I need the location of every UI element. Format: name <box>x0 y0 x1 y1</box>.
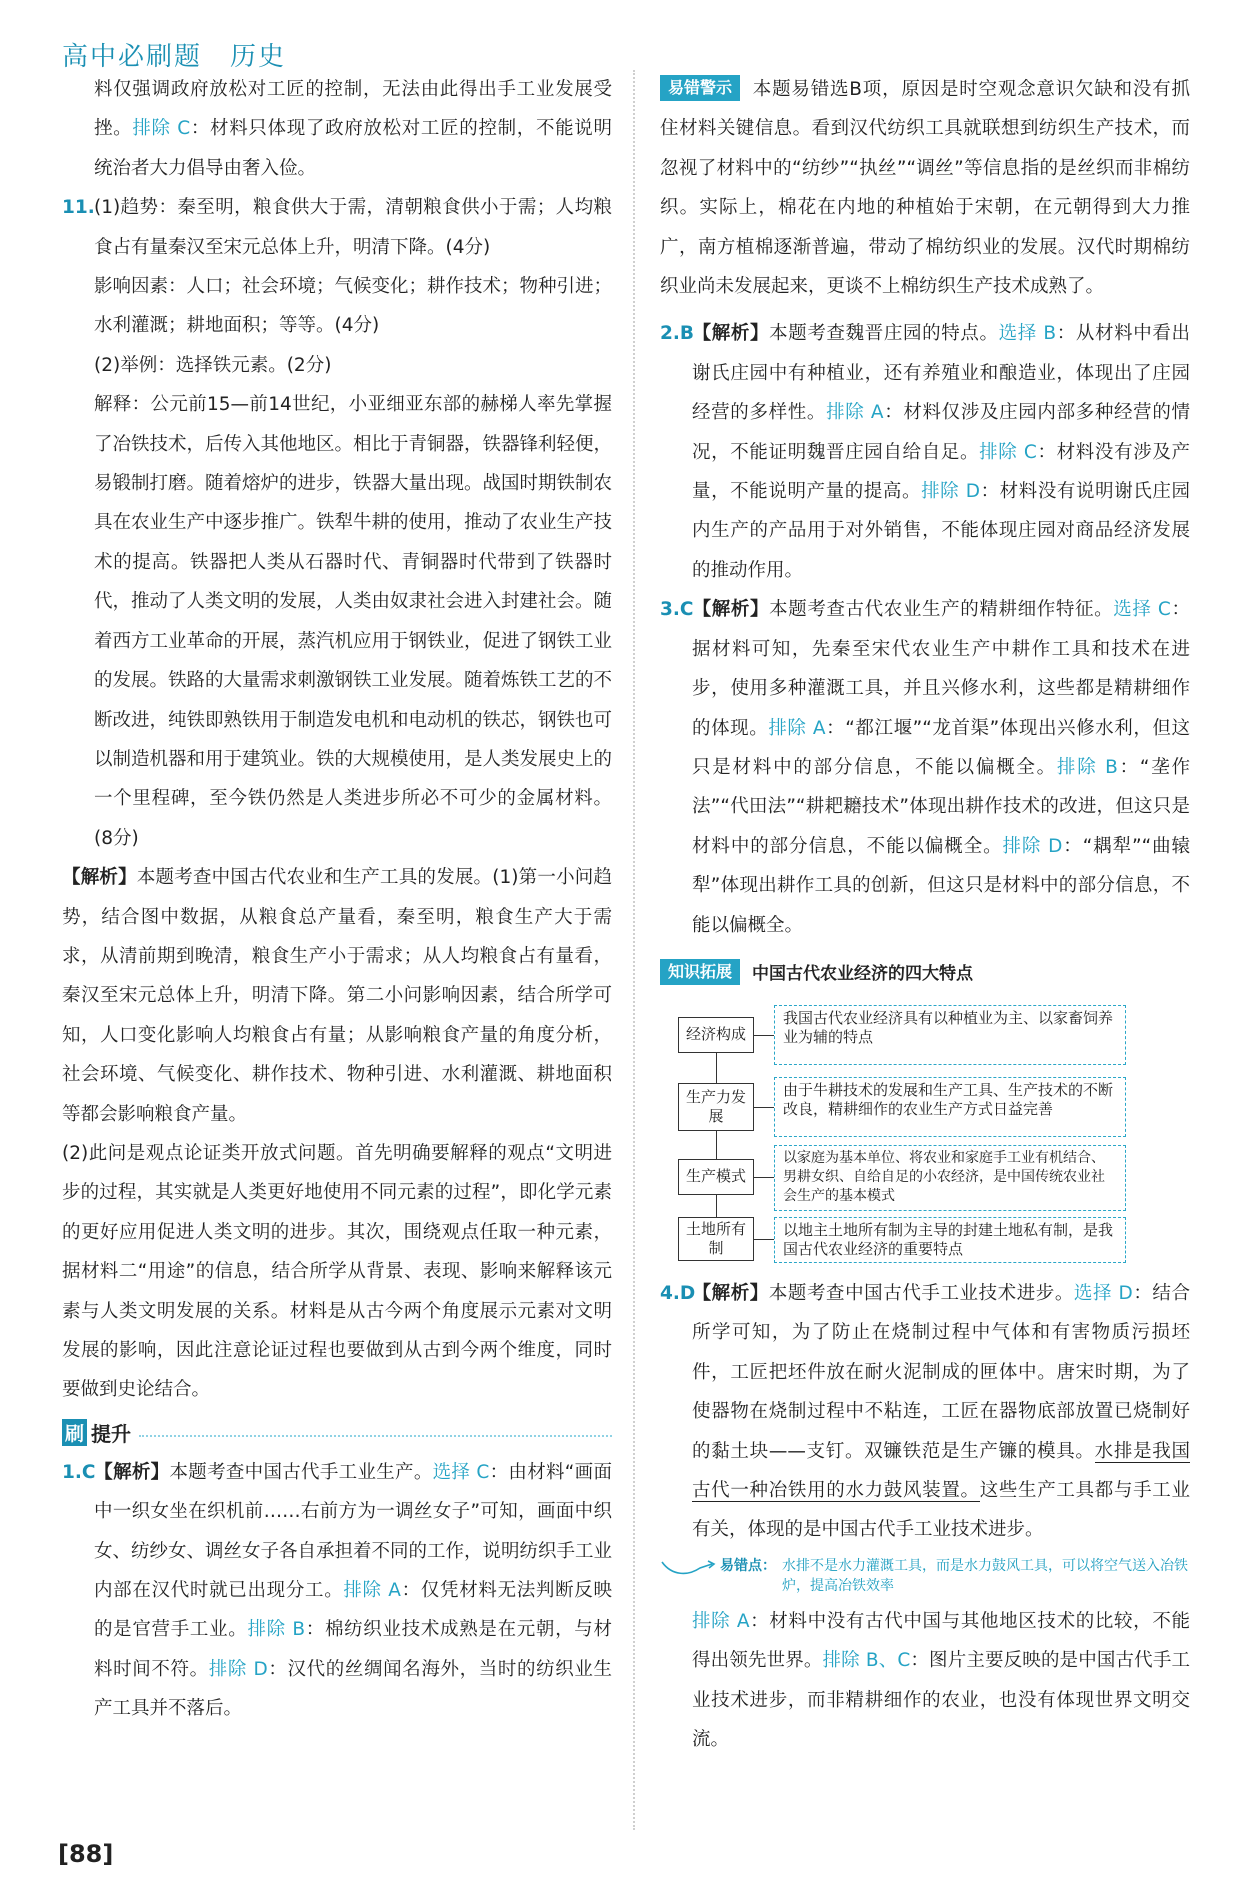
note-text: 水排不是水力灌溉工具，而是水力鼓风工具，可以将空气送入冶铁炉，提高冶铁效率 <box>782 1557 1188 1594</box>
diagram-node-3: 生产模式 <box>678 1159 754 1195</box>
diagram-node-4: 土地所有制 <box>678 1217 754 1261</box>
extension-title: 中国古代农业经济的四大特点 <box>752 964 974 985</box>
question-4-exclusions: 排除 A：材料中没有古代中国与其他地区技术的比较，不能得出领先世界。排除 B、C：图片主要反映的是中国古代手工业技术进步，而非精耕细作的农业，也没有体现世界文明交流。 <box>692 1610 1190 1750</box>
diagram-desc-3: 以家庭为基本单位、将农业和家庭手工业有机结合、男耕女织、自给自足的小农经济，是中国传统农业社会生产的基本模式 <box>774 1145 1126 1211</box>
left-column <box>62 70 612 1729</box>
mistake-note <box>660 1556 1190 1596</box>
question-3: 3.C【解析】本题考查古代农业生产的精耕细作特征。选择 C：据材料可知，先秦至宋代农业生产中耕作工具和技术在进步，使用多种灌溉工具，并且兴修水利，这些都是精耕细作的体现。排除 A：“都江堰”“龙首渠”体现出兴修水利，但这只是材料中的部分信息，不能以偏概全。排除 B：“垄作法”“代田法”“耕耙耱技术”体现出耕作技术的改进，但这只是材料中的部分信息，不能以偏概全。排除 D：“耦犁”“曲辕犁”体现出耕作工具的创新，但这只是材料中的部分信息，不能以偏概全。 <box>660 599 1190 936</box>
question-4: 4.D【解析】本题考查中国古代手工业技术进步。选择 D：结合所学可知，为了防止在烧制过程中气体和有害物质污损坯件，工匠把坯件放在耐火泥制成的匣体中。唐宋时期，为了使器物在烧制过程中不粘连，工匠在器物底部放置已烧制好的黏土块——支钉。双镰铁范是生产镰的模具。水排是我国古代一种冶铁用的水力鼓风装置。这些生产工具都与手工业有关，体现的是中国古代手工业技术进步。 <box>660 1282 1190 1541</box>
diagram-desc-1: 我国古代农业经济具有以种植业为主、以家畜饲养业为辅的特点 <box>774 1005 1126 1065</box>
q11-answer-2: 影响因素：人口；社会环境；气候变化；耕作技术；物种引进；水利灌溉；耕地面积；等等。(4分) <box>94 276 613 337</box>
diagram-connector-2 <box>754 1107 774 1108</box>
q11-answer-3: (2)举例：选择铁元素。(2分) <box>94 354 332 376</box>
q11-analysis-2: (2)此问是观点论证类开放式问题。首先明确要解释的观点“文明进步的过程，其实就是人类更好地使用不同元素的过程”，即化学元素的更好应用促进人类文明的进步。其次，围绕观点任取一种元素，据材料二“用途”的信息，结合所学从背景、表现、影响来解释该元素与人类文明发展的关系。材料是从古今两个角度展示元素对文明发展的影响，因此注意论证过程也要做到从古到今两个维度，同时要做到史论结合。 <box>62 1142 612 1401</box>
question-1: 1.C【解析】本题考查中国古代手工业生产。选择 C：由材料“画面中一织女坐在织机前……右前方为一调丝女子”可知，画面中织女、纺纱女、调丝女子各自承担着不同的工作，说明纺织手工业内部在汉代时就已出现分工。排除 A：仅凭材料无法判断反映的是官营手工业。排除 B：棉纺织业技术成熟是在元朝，与材料时间不符。排除 D：汉代的丝绸闻名海外，当时的纺织业生产工具并不落后。 <box>62 1461 613 1720</box>
diagram-desc-4: 以地主土地所有制为主导的封建土地私有制，是我国古代农业经济的重要特点 <box>774 1217 1126 1263</box>
section-rule <box>139 1427 612 1437</box>
diagram-connector-4 <box>754 1239 774 1240</box>
diagram-connector-1 <box>754 1035 774 1036</box>
agri-features-diagram <box>678 999 1128 1258</box>
underlined-key-point: 水排是我国古代一种冶铁用的水力鼓风装置。 <box>692 1440 1190 1501</box>
swirl-arrow-icon <box>660 1556 720 1578</box>
diagram-desc-2: 由于牛耕技术的发展和生产工具、生产技术的不断改良，精耕细作的农业生产方式日益完善 <box>774 1077 1126 1137</box>
section-heading <box>62 1418 612 1447</box>
q11-analysis: 【解析】本题考查中国古代农业和生产工具的发展。(1)第一小问趋势，结合图中数据，从粮食总产量看，秦至明，粮食生产大于需求，从清前期到晚清，粮食生产小于需求；从人均粮食占有量看，秦汉至宋元总体上升，明清下降。第二小问影响因素，结合所学可知，人口变化影响人均粮食占有量；从影响粮食产量的角度分析，社会环境、气候变化、耕作技术、物种引进、水利灌溉、耕地面积等都会影响粮食产量。 <box>62 867 612 1125</box>
section-label: 提升 <box>91 1421 132 1446</box>
page-number: [88] <box>58 1840 114 1868</box>
extension-tag: 知识拓展 <box>660 959 740 985</box>
q11-explanation: 解释：公元前15—前14世纪，小亚细亚东部的赫梯人率先掌握了冶铁技术，后传入其他地区。相比于青铜器，铁器锋利轻便，易锻制打磨。随着熔炉的进步，铁器大量出现。战国时期铁制农具在农业生产中逐步推广。铁犁牛耕的使用，推动了农业生产技术的提高。铁器把人类从石器时代、青铜器时代带到了铁器时代，推动了人类文明的发展，人类由奴隶社会进入封建社会。随着西方工业革命的开展，蒸汽机应用于钢铁业，促进了钢铁工业的发展。铁路的大量需求刺激钢铁工业发展。随着炼铁工艺的不断改进，纯铁即熟铁用于制造发电机和电动机的铁芯，钢铁也可以制造机器和用于建筑业。铁的大规模使用，是人类发展史上的一个里程碑，至今铁仍然是人类进步所必不可少的金属材料。(8分) <box>94 394 613 849</box>
diagram-node-1: 经济构成 <box>678 1017 754 1053</box>
q11-answer-1: 11.(1)趋势：秦至明，粮食供大于需，清朝粮食供小于需；人均粮食占有量秦汉至宋元总体上升，明清下降。(4分) <box>62 197 612 258</box>
right-column <box>660 70 1190 1759</box>
note-label: 易错点： <box>720 1557 776 1574</box>
question-11 <box>62 188 612 1410</box>
diagram-connector-3 <box>754 1177 774 1178</box>
knowledge-extension-heading <box>660 959 1190 985</box>
diagram-node-2: 生产力发展 <box>678 1083 754 1131</box>
warning-tag: 易错警示 <box>660 75 740 101</box>
mistake-warning: 易错警示 本题易错选B项，原因是时空观念意识欠缺和没有抓住材料关键信息。看到汉代纺织工具就联想到纺织生产技术，而忽视了材料中的“纺纱”“执丝”“调丝”等信息指的是丝织而非棉纺织。实际上，棉花在内地的种植始于宋朝，在元朝得到大力推广，南方植棉逐渐普遍，带动了棉纺织业的发展。汉代时期棉纺织业尚未发展起来，更谈不上棉纺织生产技术成熟了。 <box>660 70 1190 306</box>
question-2: 2.B【解析】本题考查魏晋庄园的特点。选择 B：从材料中看出谢氏庄园中有种植业，还有养殖业和酿造业，体现出了庄园经营的多样性。排除 A：材料仅涉及庄园内部多种经营的情况，不能证明魏晋庄园自给自足。排除 C：材料没有涉及产量，不能说明产量的提高。排除 D：材料没有说明谢氏庄园内生产的产品用于对外销售，不能体现庄园对商品经济发展的推动作用。 <box>660 323 1190 581</box>
answer-continuation: 料仅强调政府放松对工匠的控制，无法由此得出手工业发展受挫。排除 C：材料只体现了政府放松对工匠的控制，不能说明统治者大力倡导由奢入俭。 <box>94 79 612 179</box>
page-header: 高中必刷题 历史 <box>62 42 287 72</box>
section-badge: 刷 <box>62 1419 87 1446</box>
column-divider <box>633 70 635 1830</box>
